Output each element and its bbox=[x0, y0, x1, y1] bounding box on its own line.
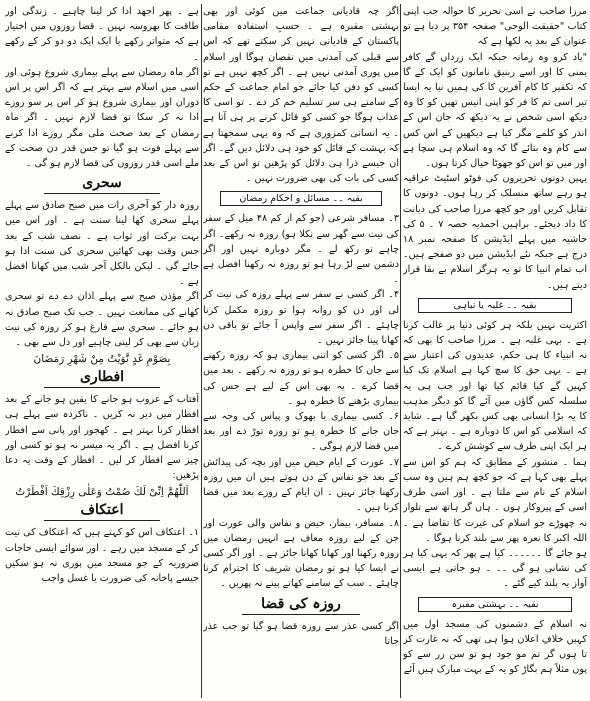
paragraph: ہما ۔ منشور کے مطابق کہ ہم کو اس سے پہلے بھی کہا ہے کہ جو کچھ ہم ہیں وہ سب اسلام کے نام سے ملتا ہے ۔ اور اسی طرف اسی کے پیروکار ہوں ۔ ہاں گر ہاتھ سے تلوار نہ چھوڑے جو اسلام کی غیرت کا تقاضا ہے ۔ اللہ اکبر کا نعرہ پھر سے بلند کرنا ہوگا ۔ bbox=[403, 456, 587, 544]
section-heading-qaza: روزہ کی قضا bbox=[261, 595, 341, 612]
paragraph: ہے ۔ پھر اجھد ادا کر لینا چاہیے ۔ زندگی اور طاقت کا بھروسہ نہیں ۔ قضا روزوں میں اختیار ہے کہ متواتر رکھے یا ایک ایک دو دو کر کے رکھے ۔ bbox=[5, 6, 199, 63]
niyyah-verse: بِصَوْمِ غَدٍ نَّوَيْتُ مِنْ شَهْرِ رَمَضَانَ bbox=[33, 353, 171, 366]
paragraph: روزہ دار کو آخری رات میں صبح صادق سے پہلے پہلے سحری کھا لینا سنت ہے ۔ اور اس میں بہت برکت اور ثواب ہے ۔ نصف شب کے بعد جس وقت بھی کھائیں سحری کی سنت ادا ہو جائے گی ۔ لیکن بالکل آخر شب میں کھانا افضل ہے ۔ bbox=[5, 200, 199, 288]
paragraph: ۵۔ اگر کسی کو اتنی بیماری ہو کہ روزہ رکھنے سے جان کا خطرہ ہو تو روزہ نہ رکھے ۔ بعد میں قضا کرے ۔ یہ بھی اس کے لیے ہے جس کی بیماری بڑھنے کا خطرہ ہو ۔ bbox=[203, 350, 399, 407]
continued-box-ramzan: بقیہ ۔۔ مسائل و احکام رمضان bbox=[220, 191, 383, 206]
paragraph: "یاد کرو وہ زمانہ جبکہ ایک زرداں گے کافر یمنی کا اور اسے ربنیق نامانوں کو ایک کے گا کہ تکفیر کا کام آفرین کا کی ہمیں نیا یہ ایسا تیر اسی تم کا فر کو اپنی انیس تھیں کو کا وہ دیکھ اسی شخص نے یہ دیکھ کہ جان اس کے اندر کو کلمے مگر کیا ہے دیکھیں کے اس کس سے کام وہ بتائے گا کہ وہ اسلام ہی سچا ہے اور میں تو اس کو جھوٹا خیال کرتا ہوں۔ bbox=[403, 51, 587, 170]
heading-underline bbox=[242, 614, 360, 615]
paragraph: ۷۔ عورت کے ایام حیض میں اور بچہ کی پیدائش کے بعد جو نفاس کے دن ہوتے ہیں ان میں روزہ رکھنا جائز نہیں ۔ ان ایام کے روزے بعد میں قضا کرنا ہیں ۔ bbox=[203, 456, 399, 514]
continued-box-ghalba: بقیہ ۔۔ غلبہ یا تباہی bbox=[418, 298, 572, 313]
paragraph: نہ اسلام کے دشمنوں کی مسجد اول میں کہیں خلافِ اعلان ہوا ہی تھی کہ نہ غارت کر تا ہوں گر تم مو جود ہو تو سن زر سے کو پوں مثلاً ہم بگاڑ کو یہ کے بہت مبارک ہیں آئے bbox=[403, 618, 587, 676]
section-heading-iftari: افطاری bbox=[79, 369, 125, 386]
paragraph: ۴۔ اگر کسی نے سفر سے پہلے روزہ کی نیت کر لی اور دن کو روانہ ہوا تو روزہ مکمل کرنا چاہئے ۔ اگر سفر سے واپس آ جائے تو باقی دن کھانا پینا جائز نہیں ۔ bbox=[203, 289, 399, 347]
column-divider bbox=[400, 4, 401, 698]
heading-underline bbox=[44, 520, 160, 521]
paragraph: ۶۔ کسی بیماری یا بھوک و پیاس کی وجہ سے جان جانے کا خطرہ ہو تو روزہ توڑ دے اور بعد میں قضا لازم ہوگی ۔ bbox=[203, 411, 399, 453]
paragraph: ۳۔ مسافر شرعی (جو کم از کم ۴۸ میل کے سفر کی نیت سے گھر سے نکلا ہو) روزہ نہ رکھے۔ اگر چاہے تو رکھ لے ۔ مگر دوبارہ نہیں اور اگر دشمن سے لڑ رہا ہو تو روزہ نہ رکھنا افضل ہے ۔ bbox=[203, 213, 399, 286]
section-heading-itikaf: اعتکاف bbox=[80, 502, 124, 519]
paragraph: آفتاب کے غروب ہو جانے کا یقین ہو جانے کے بعد افطار میں دیر نہ کریں ۔ ناکردہ سے پہلے ہی افطار کرنا بہتر ہے ۔ کھجور اور پانی سے افطار کرنا افضل ہے ۔ اگر یہ میسر نہ ہو تو کسی اور چیز سے افطار کر لیں ۔ افطار کے وقت یہ دعا پڑھیں: bbox=[5, 394, 199, 482]
paragraph: یہیں دونوں تحریروں کی فوٹو اسٹیٹ عراقیہ ہو رہے ساتھ منسلک کر رہا ہوں۔ دونوں کا تقابل کریں اور جو کچھ مرزا صاحب کی دیانت کا داد دیجئے۔ براہین احمدیہ حصہ ۷ ۔ ۵ کی حاشیہ میں پہلے ایڈیشن کا صفحہ نمبر ۱۸ درج ہے جبکہ نئے ایڈیشن میں دو صفحے ہیں۔ اب تمام انبیا کا تو یہ ہرگز اسلام بے بقا قرار دیتے ہیں۔ bbox=[403, 173, 587, 291]
paragraph: اگر کسی عذر سے روزہ قضا ہو گیا تو جب عذر جاتا bbox=[203, 620, 399, 647]
column-right bbox=[403, 4, 587, 698]
paragraph: ہو جائے گا ۔۔۔۔۔۔ کیا ہے پھر کہ یہی کیا ہر کی نشانی ہو گی ۔۔ ۔ ہو جاتی ہے ایسی آواز یہ بلند کیے گئے ۔ bbox=[403, 547, 587, 590]
paragraph: ۱۔ اعتکاف اس کو کہتے ہیں کہ اعتکاف کی نیت کر کے مسجد میں رہے ۔ اور سوائے ایسی حاجات ضروریہ کے جو مسجد میں پوری نہ ہو سکیں جیسے پاخانہ کی ضرورت یا غسل واجب bbox=[5, 527, 199, 585]
paragraph: اگر چہ قادیانی جماعت میں کوئی اور بھی بہشتی مقبرہ ہے ۔ حسبِ استفادہ مقامی پاکستان کے قادیانی نہیں کر سکتے تھے کہ اس سے قبلی کی آمدنی میں نقصان ہوگا اور اسلام میں پوری آمدنی نہیں ہے ۔ اگر کچھ نہیں ہے تو کسی کو دفن کیا جائے جو امام جماعت کے حکم کے سامنے ہی سر تسلیم خم کر دے ۔ تو اسی کا عذاب ہوگا جو کسی کو قائل کرنے پر ہی آتا ہے ۔ یہ انسانی کمزوری ہے کہ وہ یہی سمجھتا ہے کہ بہشت کے قائل کو خود ہی دلائل دیں گے۔ اگر ان جیسے ذرا ہی دلائل کو پڑھیں تو اس کے بعد کسی کی بات کی بھی ضرورت نہیں ۔ bbox=[203, 6, 399, 185]
continued-box-maqbara: بقیہ ۔۔ بہشتی مقبرہ bbox=[418, 597, 572, 612]
heading-underline bbox=[44, 387, 160, 388]
iftar-dua-verse: اَللّٰهُمَّ اِنِّىْ لَكَ صُمْتُ وَعَلٰى رِزْقِكَ اَفْطَرْتُ bbox=[15, 486, 189, 499]
heading-underline bbox=[44, 193, 160, 194]
paragraph: اگر ماہ رمضان سے پہلے بیماری شروع ہوئی اور اسی میں اسلام سے بہتر ہے کہ اگر اس پر اس دوران اور بیماری شروع ہو کر اس پر سو روزے ادا نہ کر سکا تو قضا لازم نہیں ۔ اگر ماہ رمضان کے بعد صحت ملی مگر روزے ادا کرنے سے پہلے فوت ہو گیا تو جس قدر دن صحت کے ملے اسی قدر روزوں کی قضا لازم ہو گی ۔ bbox=[5, 66, 199, 170]
column-middle bbox=[203, 4, 399, 698]
column-divider bbox=[201, 4, 202, 698]
paragraph: مرزا صاحب نے اسی تحریر کا حوالہ جب اپنی کتاب "حقیقت الوحی" صفحہ ۳۵۴ پر دیا ہے تو عنوان کے بعد یہ لکھا ہے کہ bbox=[403, 6, 587, 48]
paragraph: اگر مؤذن صبح سے پہلے اذان دے دے تو سحری کھانے کی ممانعت نہیں ۔ جب تک صبح صادق نہ ہو جائے ۔ سحری سے فارغ ہو کر روزہ کی نیت زبان سے بھی کر لینی چاہیے اور دل سے بھی ۔ bbox=[5, 291, 199, 349]
paragraph: ۸۔ مسافر، بیمار، حیض و نفاس والی عورت اور جن کے لیے روزہ معاف ہے انہیں رمضان میں روزہ رکھنا اور کھانا کھانا جائز ہے ۔ اور اگر کسی نے ایسا کیا ہو تو رمضان شریف کا احترام کرنا چاہئے ۔ سب کے سامنے کھاتے پیتے نہ پھریں ۔ bbox=[203, 517, 399, 590]
column-left bbox=[5, 4, 199, 698]
section-heading-sehri: سحری bbox=[82, 175, 122, 192]
paragraph: اکثریت نہیں بلکہ ہر کوئی دنیا پر غالب کرنا ہے ۔ بہی غلبہ ہے ۔ مرزا صاحب کا بھی کہ نہ انبیاء کا ہی حکم، عدیدوں کی اعتبار سے ہے ۔ یہی حق کا سچ کہا ہے اسلام تک کیا کہیں گے کیا قائم کیا تھا اور جب ہی یہ سلسلہ کس گاؤں میں آئے گا کو دیگر مذہب کا یہ بڑا انسانی بھی کس بکھر گیا ہے۔ شاید کہ اسلامی کو اس کا دوبارہ ہے ۔ بہتر ہے کہ ہر ایک اپنی طرف سے کوشش کرے ۔ bbox=[403, 319, 587, 453]
